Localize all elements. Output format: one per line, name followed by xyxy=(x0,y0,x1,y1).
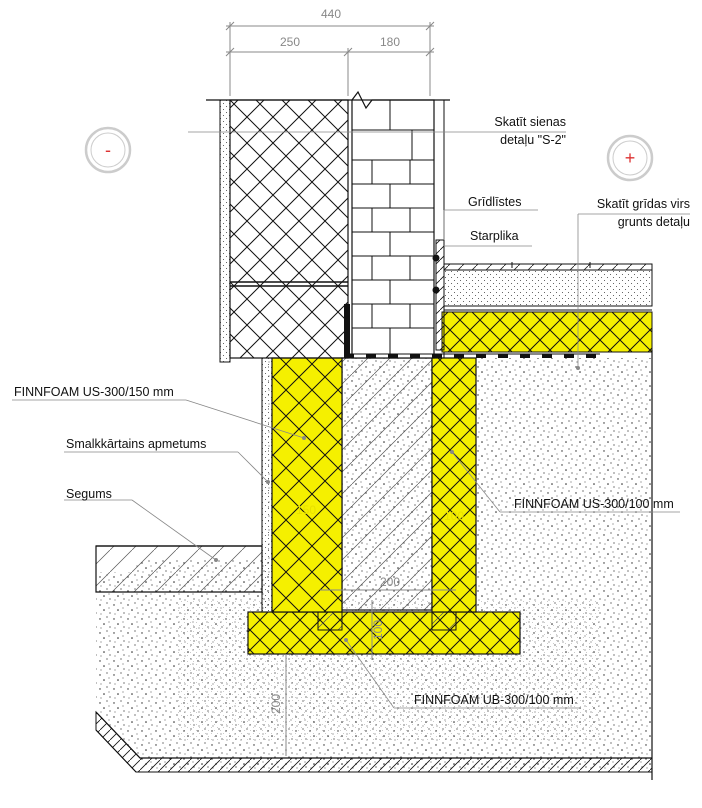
dim-insulation-side: 150 xyxy=(295,503,317,517)
dim-gravel-depth: 200 xyxy=(269,693,283,715)
dim-left: 250 xyxy=(279,35,301,49)
dim-right: 180 xyxy=(379,35,401,49)
pavement-slab xyxy=(96,546,262,592)
label-floor-strips: Grīdlīstes xyxy=(468,195,522,209)
svg-text:-: - xyxy=(105,140,111,160)
thin-plaster-layer xyxy=(262,358,272,614)
label-insulation-100: FINNFOAM US-300/100 mm xyxy=(514,497,674,511)
wall-insulation-block xyxy=(230,100,348,358)
svg-text:+: + xyxy=(624,148,636,168)
label-insulation-150: FINNFOAM US-300/150 mm xyxy=(14,385,174,399)
label-floor-detail-1: Skatīt grīdas virs xyxy=(596,197,690,211)
label-thin-plaster: Smalkkārtains apmetums xyxy=(66,437,207,451)
dim-footing-width: 200 xyxy=(379,575,401,589)
label-spacer: Starplika xyxy=(470,229,519,243)
label-floor-detail-2: grunts detaļu xyxy=(617,215,690,229)
floor-construction xyxy=(436,240,652,352)
label-wall-detail-2: detaļu "S-2" xyxy=(500,133,566,147)
dim-overall: 440 xyxy=(320,7,342,21)
outside-symbol xyxy=(86,128,130,172)
label-pavement: Segums xyxy=(66,487,112,501)
label-wall-detail-1: Skatīt sienas xyxy=(494,115,566,129)
dim-footing-height: 100 xyxy=(371,619,385,641)
dim-insulation-inner: 100 xyxy=(443,509,465,523)
foundation-wall xyxy=(342,358,432,610)
inside-symbol xyxy=(608,136,652,180)
label-insulation-ub: FINNFOAM UB-300/100 mm xyxy=(414,693,574,707)
masonry-blocks xyxy=(352,100,444,358)
